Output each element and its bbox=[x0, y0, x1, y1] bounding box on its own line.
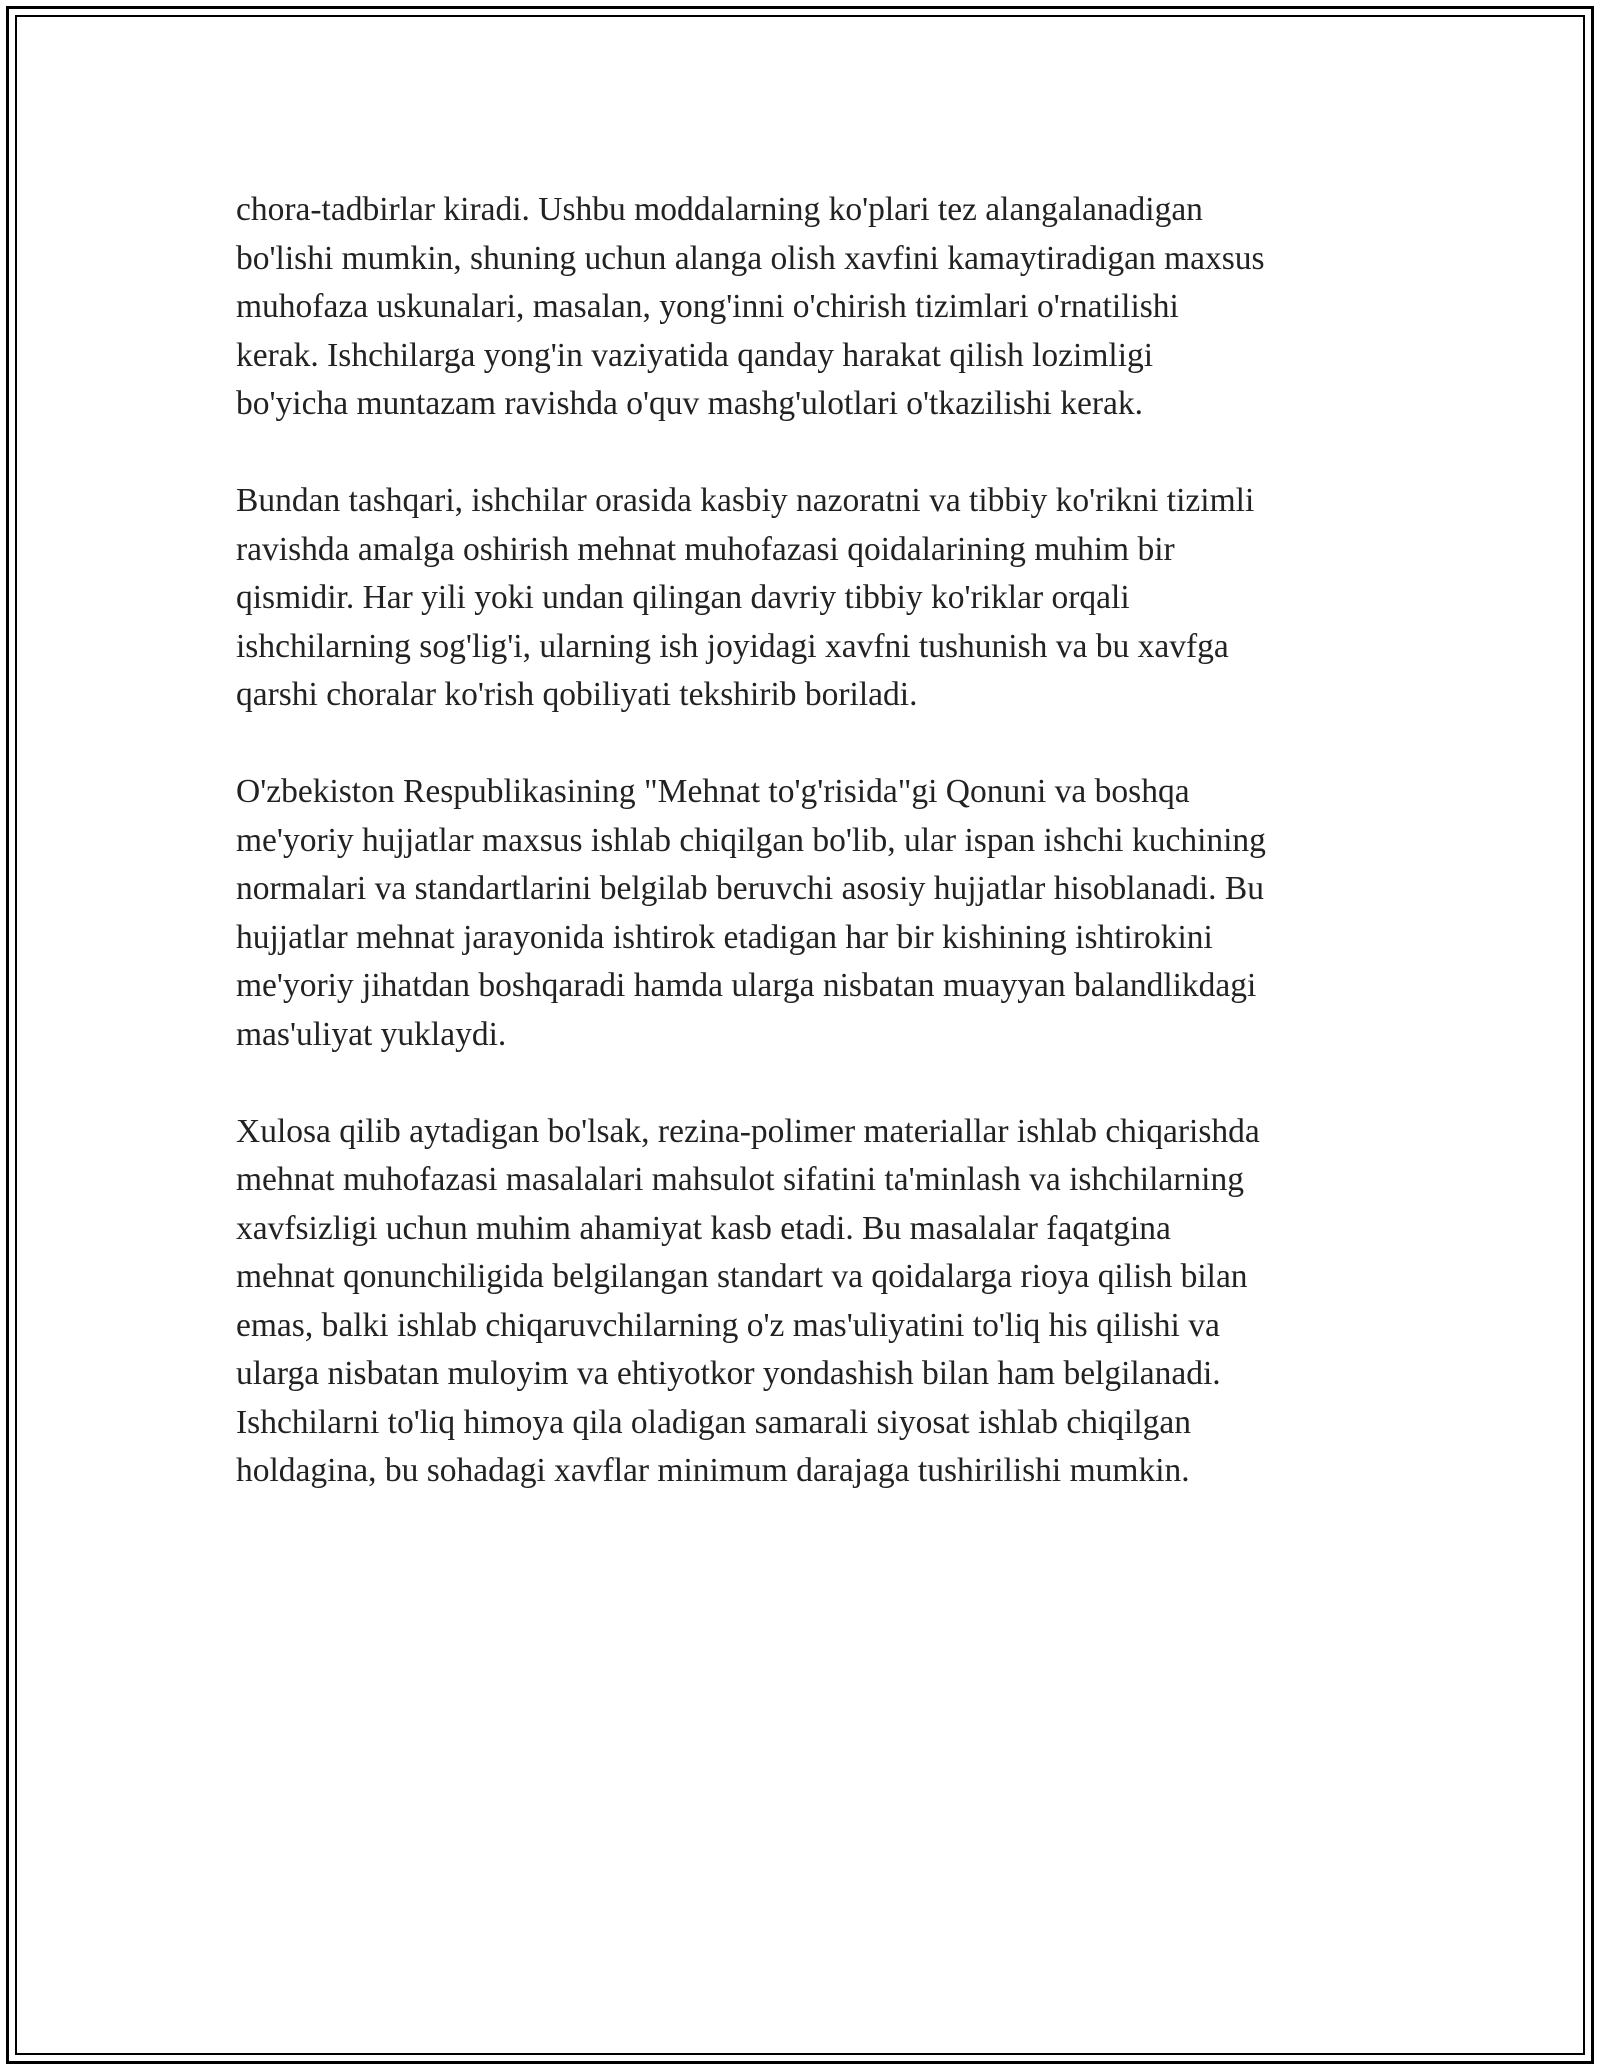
paragraph bbox=[236, 477, 1376, 720]
text-line: me'yoriy jihatdan boshqaradi hamda ularga nisbatan muayyan balandlikdagi bbox=[236, 967, 1257, 1004]
text-line: me'yoriy hujjatlar maxsus ishlab chiqilgan bo'lib, ular ispan ishchi kuchining bbox=[236, 821, 1266, 859]
text-line: muhofaza uskunalari, masalan, yong'inni o'chirish tizimlari o'rnatilishi bbox=[236, 288, 1179, 325]
text-line: ravishda amalga oshirish mehnat muhofazasi qoidalarining muhim bir bbox=[236, 530, 1175, 568]
text-line: mehnat qonunchiligida belgilangan standart va qoidalarga rioya qilish bilan bbox=[236, 1258, 1248, 1295]
text-line: mas'uliyat yuklaydi. bbox=[236, 1015, 507, 1053]
text-line: qarshi choralar ko'rish qobiliyati tekshirib boriladi. bbox=[236, 676, 918, 713]
text-line: xavfsizligi uchun muhim ahamiyat kasb etadi. Bu masalalar faqatgina bbox=[236, 1209, 1171, 1247]
paragraph bbox=[236, 768, 1376, 1059]
text-line: bo'yicha muntazam ravishda o'quv mashg'ulotlari o'tkazilishi kerak. bbox=[236, 385, 1144, 422]
text-line: O'zbekiston Respublikasining "Mehnat to'g'risida"gi Qonuni va boshqa bbox=[236, 773, 1190, 810]
text-line: ularga nisbatan muloyim va ehtiyotkor yondashish bilan ham belgilanadi. bbox=[236, 1355, 1221, 1392]
text-line: normalari va standartlarini belgilab beruvchi asosiy hujjatlar hisoblanadi. Bu bbox=[236, 870, 1264, 907]
text-line: kerak. Ishchilarga yong'in vaziyatida qanday harakat qilish lozimligi bbox=[236, 336, 1154, 374]
text-line: mehnat muhofazasi masalalari mahsulot sifatini ta'minlash va ishchilarning bbox=[236, 1161, 1244, 1198]
text-line: qismidir. Har yili yoki undan qilingan davriy tibbiy ko'riklar orqali bbox=[236, 579, 1130, 616]
text-line: chora-tadbirlar kiradi. Ushbu moddalarning ko'plari tez alangalanadigan bbox=[236, 191, 1203, 228]
text-line: ishchilarning sog'lig'i, ularning ish joyidagi xavfni tushunish va bu xavfga bbox=[236, 627, 1229, 665]
text-line: hujjatlar mehnat jarayonida ishtirok etadigan har bir kishining ishtirokini bbox=[236, 918, 1213, 956]
text-line: Bundan tashqari, ishchilar orasida kasbiy nazoratni va tibbiy ko'rikni tizimli bbox=[236, 482, 1255, 519]
text-line: Ishchilarni to'liq himoya qila oladigan samarali siyosat ishlab chiqilgan bbox=[236, 1403, 1191, 1441]
paragraph bbox=[236, 1108, 1376, 1496]
text-line: Xulosa qilib aytadigan bo'lsak, rezina-polimer materiallar ishlab chiqarishda bbox=[236, 1112, 1260, 1150]
text-line: holdagina, bu sohadagi xavflar minimum darajaga tushirilishi mumkin. bbox=[236, 1452, 1190, 1489]
document-body bbox=[236, 186, 1376, 1544]
text-line: bo'lishi mumkin, shuning uchun alanga olish xavfini kamaytiradigan maxsus bbox=[236, 239, 1265, 277]
paragraph bbox=[236, 186, 1376, 429]
text-line: emas, balki ishlab chiqaruvchilarning o'z mas'uliyatini to'liq his qilishi va bbox=[236, 1306, 1220, 1344]
